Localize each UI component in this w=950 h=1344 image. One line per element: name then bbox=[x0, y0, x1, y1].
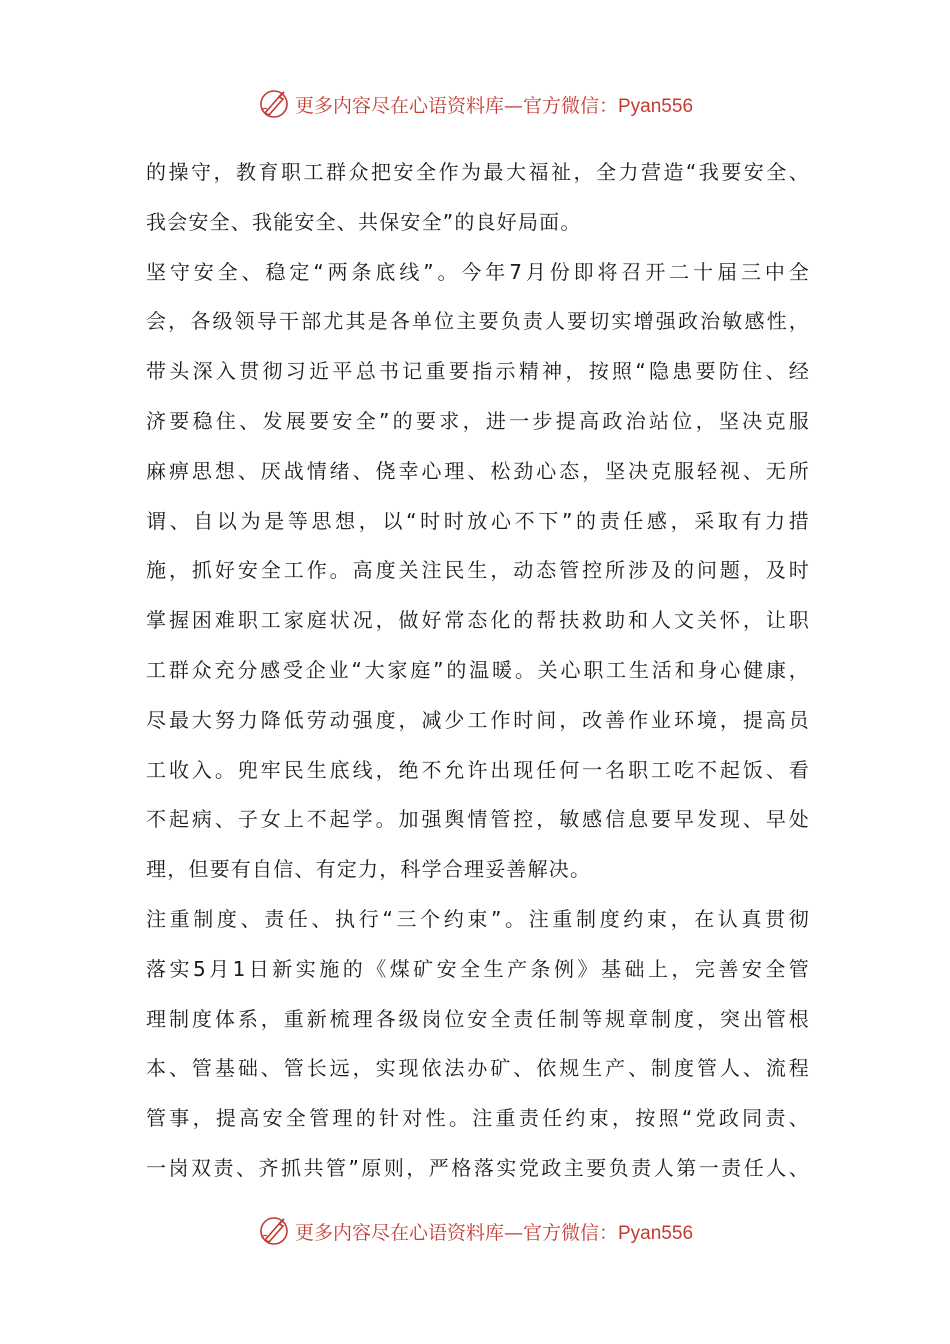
header-banner-text bbox=[295, 91, 693, 118]
text-line: 掌握困难职工家庭状况，做好常态化的帮扶救助和人文关怀，让职 bbox=[146, 608, 810, 633]
header-separator: — bbox=[503, 94, 523, 117]
document-body bbox=[146, 148, 810, 1194]
text-line: 谓、自以为是等思想，以“时时放心不下”的责任感，采取有力措 bbox=[146, 508, 810, 533]
text-line: 坚守安全、稳定“两条底线”。今年7月份即将召开二十届三中全 bbox=[146, 259, 810, 284]
text-line: 济要稳住、发展要安全”的要求，进一步提高政治站位，坚决克服 bbox=[146, 408, 810, 433]
pen-logo-icon bbox=[257, 87, 291, 121]
footer-banner-text bbox=[295, 1218, 693, 1245]
footer-contact-label: 官方微信： bbox=[522, 1221, 618, 1244]
text-line: 理制度体系，重新梳理各级岗位安全责任制等规章制度，突出管根 bbox=[146, 1006, 810, 1031]
footer-site-text: 更多内容尽在心语资料库 bbox=[294, 1221, 504, 1244]
footer-separator: — bbox=[503, 1221, 523, 1244]
text-line: 工收入。兜牢民生底线，绝不允许出现任何一名职工吃不起饭、看 bbox=[146, 757, 810, 782]
text-line: 不起病、子女上不起学。加强舆情管控，敏感信息要早发现、早处 bbox=[146, 807, 810, 832]
footer-contact-value: Pyan556 bbox=[618, 1222, 694, 1244]
text-line: 管事，提高安全管理的针对性。注重责任约束，按照“党政同责、 bbox=[146, 1106, 810, 1131]
text-line: 会，各级领导干部尤其是各单位主要负责人要切实增强政治敏感性， bbox=[146, 309, 810, 334]
text-line: 的操守，教育职工群众把安全作为最大福祉，全力营造“我要安全、 bbox=[146, 160, 810, 184]
text-line: 注重制度、责任、执行“三个约束”。注重制度约束，在认真贯彻 bbox=[146, 906, 810, 931]
pen-logo-icon bbox=[257, 1214, 291, 1248]
text-line: 理，但要有自信、有定力，科学合理妥善解决。 bbox=[146, 857, 592, 882]
text-line: 尽最大努力降低劳动强度，减少工作时间，改善作业环境，提高员 bbox=[146, 707, 810, 732]
header-contact-value: Pyan556 bbox=[618, 95, 694, 117]
text-line: 带头深入贯彻习近平总书记重要指示精神，按照“隐患要防住、经 bbox=[146, 359, 810, 384]
header-contact-label: 官方微信： bbox=[522, 94, 618, 117]
text-line: 麻痹思想、厌战情绪、侥幸心理、松劲心态，坚决克服轻视、无所 bbox=[146, 458, 810, 483]
text-line: 本、管基础、管长远，实现依法办矿、依规生产、制度管人、流程 bbox=[146, 1056, 810, 1081]
header-site-text: 更多内容尽在心语资料库 bbox=[294, 94, 504, 117]
text-line: 施，抓好安全工作。高度关注民生，动态管控所涉及的问题，及时 bbox=[146, 558, 810, 583]
text-line: 我会安全、我能安全、共保安全”的良好局面。 bbox=[146, 209, 582, 234]
text-line: 工群众充分感受企业“大家庭”的温暖。关心职工生活和身心健康， bbox=[146, 657, 810, 682]
footer-watermark-banner bbox=[0, 1211, 950, 1251]
header-watermark-banner bbox=[0, 84, 950, 124]
text-line: 一岗双责、齐抓共管”原则，严格落实党政主要负责人第一责任人、 bbox=[146, 1155, 810, 1180]
text-line: 落实5月1日新实施的《煤矿安全生产条例》基础上，完善安全管 bbox=[146, 956, 810, 981]
